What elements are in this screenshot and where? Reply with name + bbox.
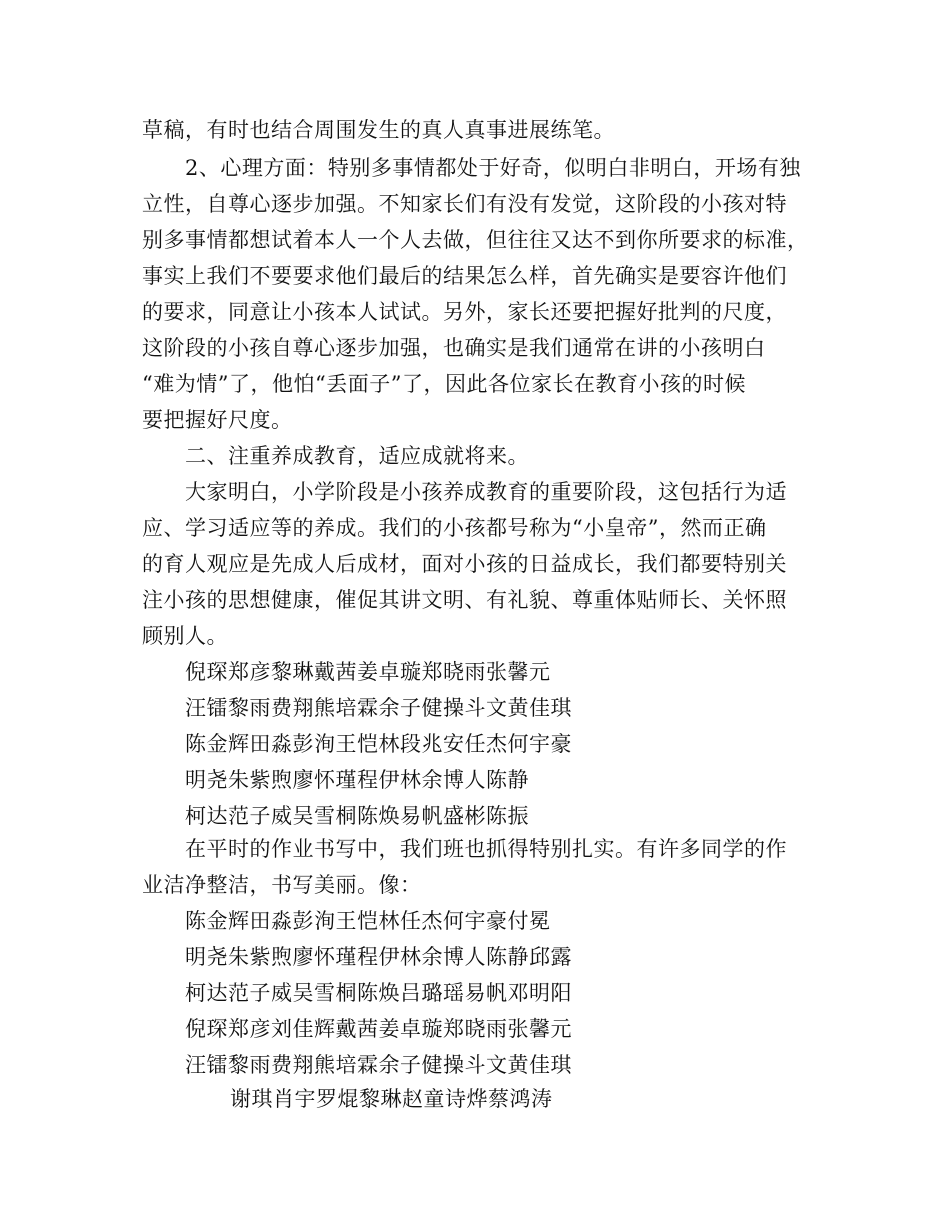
name-list-line: 倪琛郑彦黎琳戴茜姜卓璇郑晓雨张馨元: [185, 660, 551, 684]
text-line: 大家明白，小学阶段是小孩养成教育的重要阶段，这包括行为适: [185, 480, 787, 504]
text-line: 应、学习适应等的养成。我们的小孩都号称为“小皇帝”，然而正确: [142, 516, 767, 540]
name-list-line: 陈金辉田淼彭洵王恺林段兆安任杰何宇豪: [185, 732, 572, 756]
text-line: 这阶段的小孩自尊心逐步加强，也确实是我们通常在讲的小孩明白: [142, 336, 766, 360]
text-line: 要把握好尺度。: [142, 408, 293, 432]
text-line: “难为情”了，他怕“丢面子”了，因此各位家长在教育小孩的时候: [142, 372, 746, 396]
name-list-line: 倪琛郑彦刘佳辉戴茜姜卓璇郑晓雨张馨元: [185, 1017, 572, 1041]
name-list-line: 陈金辉田淼彭洵王恺林任杰何宇豪付冕: [185, 909, 551, 933]
name-list-line: 明尧朱紫煦廖怀瑾程伊林余博人陈静邱露: [185, 945, 572, 969]
name-list-line: 谢琪肖宇罗焜黎琳赵童诗烨蔡鸿涛: [230, 1087, 553, 1111]
text-line: 注小孩的思想健康，催促其讲文明、有礼貌、尊重体贴师长、关怀照: [142, 588, 787, 612]
text-line: 2、心理方面：特别多事情都处于好奇，似明白非明白，开场有独: [185, 156, 801, 180]
text-line: 立性，自尊心逐步加强。不知家长们有没有发觉，这阶段的小孩对特: [142, 192, 787, 216]
text-line: 顾别人。: [142, 624, 228, 648]
name-list-line: 柯达范子威吴雪桐陈焕吕璐瑶易帆邓明阳: [185, 981, 572, 1005]
text-line: 的育人观应是先成人后成材，面对小孩的日益成长，我们都要特别关: [142, 552, 787, 576]
name-list-line: 明尧朱紫煦廖怀瑾程伊林余博人陈静: [185, 768, 529, 792]
text-line: 在平时的作业书写中，我们班也抓得特别扎实。有许多同学的作: [185, 837, 787, 861]
name-list-line: 汪镭黎雨费翔熊培霖余子健操斗文黄佳琪: [185, 1053, 572, 1077]
name-list-line: 柯达范子威吴雪桐陈焕易帆盛彬陈振: [185, 804, 529, 828]
text-line: 草稿，有时也结合周围发生的真人真事进展练笔。: [142, 118, 615, 142]
text-line: 别多事情都想试着本人一个人去做，但往往又达不到你所要求的标准，: [142, 228, 809, 252]
text-line: 事实上我们不要要求他们最后的结果怎么样，首先确实是要容许他们: [142, 264, 787, 288]
section-heading: 二、注重养成教育，适应成就将来。: [185, 444, 529, 468]
name-list-line: 汪镭黎雨费翔熊培霖余子健操斗文黄佳琪: [185, 696, 572, 720]
text-line: 的要求，同意让小孩本人试试。另外，家长还要把握好批判的尺度，: [142, 300, 787, 324]
text-line: 业洁净整洁，书写美丽。像：: [142, 873, 422, 897]
